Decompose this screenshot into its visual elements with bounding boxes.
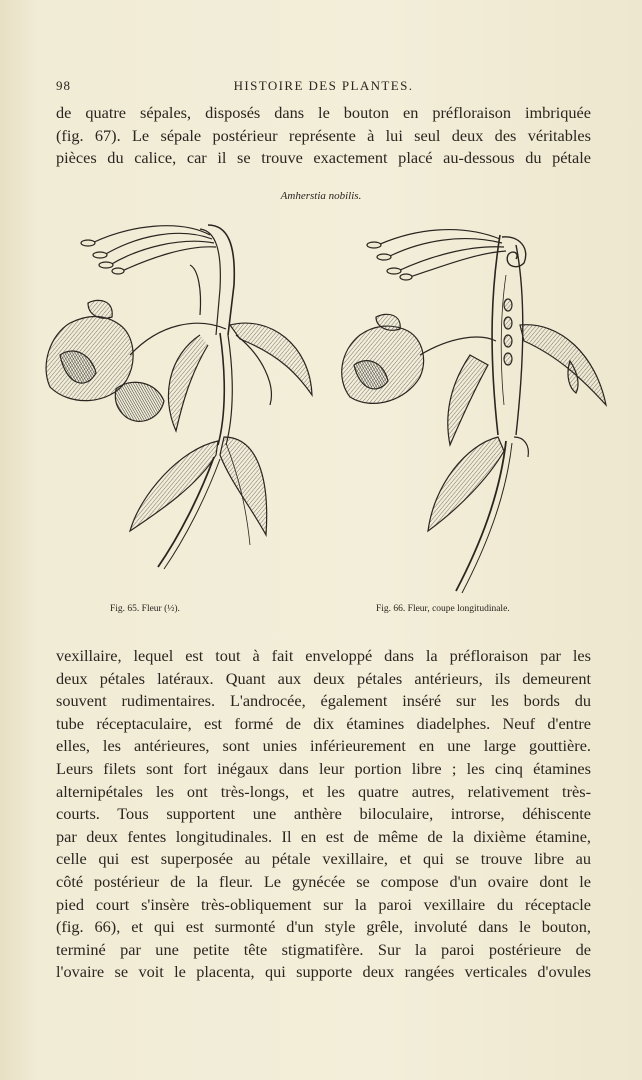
page-number: 98: [56, 78, 71, 93]
figure-66-section: [342, 230, 606, 593]
text-line: deux pétales latéraux. Quant aux deux pétales antérieurs, ils demeurent: [56, 668, 591, 688]
text-line: courts. Tous supportent une anthère biloculaire, introrse, déhiscente: [56, 804, 591, 824]
text-line: celle qui est superposée au pétale vexillaire, et qui se trouve libre au: [56, 849, 591, 869]
botanical-illustration: [30, 205, 620, 605]
text-line: pièces du calice, car il se trouve exactement placé au-dessous du pétale: [56, 148, 591, 168]
text-line: l'ovaire se voit le placenta, qui supporte deux rangées verticales d'ovules: [56, 962, 591, 982]
text-line: (fig. 67). Le sépale postérieur représente à lui seul deux des véritables: [56, 125, 591, 145]
figure-65-flower: [46, 225, 312, 569]
caption-fig-65: Fig. 65. Fleur (½).: [110, 604, 180, 614]
text-line: souvent rudimentaires. L'androcée, également inséré sur les bords du: [56, 691, 591, 711]
page-header: [56, 78, 591, 98]
text-line: alternipétales les ont très-longs, et les quatre autres, relativement très-: [56, 781, 591, 801]
text-line: pied court s'insère très-obliquement sur la paroi vexillaire du réceptacle: [56, 894, 591, 914]
text-line: de quatre sépales, disposés dans le bouton en préfloraison imbriquée: [56, 103, 591, 122]
text-line: terminé par une petite tête stigmatifère. Sur la paroi postérieure de: [56, 939, 591, 959]
paragraph-top: [56, 102, 591, 170]
paragraph-bottom: [56, 645, 591, 984]
text-line: côté postérieur de la fleur. Le gynécée se compose d'un ovaire dont le: [56, 871, 591, 891]
text-line: tube réceptaculaire, est formé de dix étamines diadelphes. Neuf d'entre: [56, 713, 591, 733]
text-line: Leurs filets sont fort inégaux dans leur portion libre ; les cinq étamines: [56, 758, 591, 778]
text-line: elles, les antérieures, sont unies inférieurement en une large gouttière.: [56, 736, 591, 756]
caption-fig-66: Fig. 66. Fleur, coupe longitudinale.: [376, 604, 510, 614]
text-line: vexillaire, lequel est tout à fait enveloppé dans la préfloraison par les: [56, 646, 591, 665]
figure-title: Amherstia nobilis.: [280, 190, 362, 202]
text-line: par deux fentes longitudinales. Il en est de même de la dixième étamine,: [56, 826, 591, 846]
running-title: HISTOIRE DES PLANTES.: [233, 78, 414, 93]
text-line: (fig. 66), et qui est surmonté d'un style grêle, involuté dans le bouton,: [56, 917, 591, 937]
